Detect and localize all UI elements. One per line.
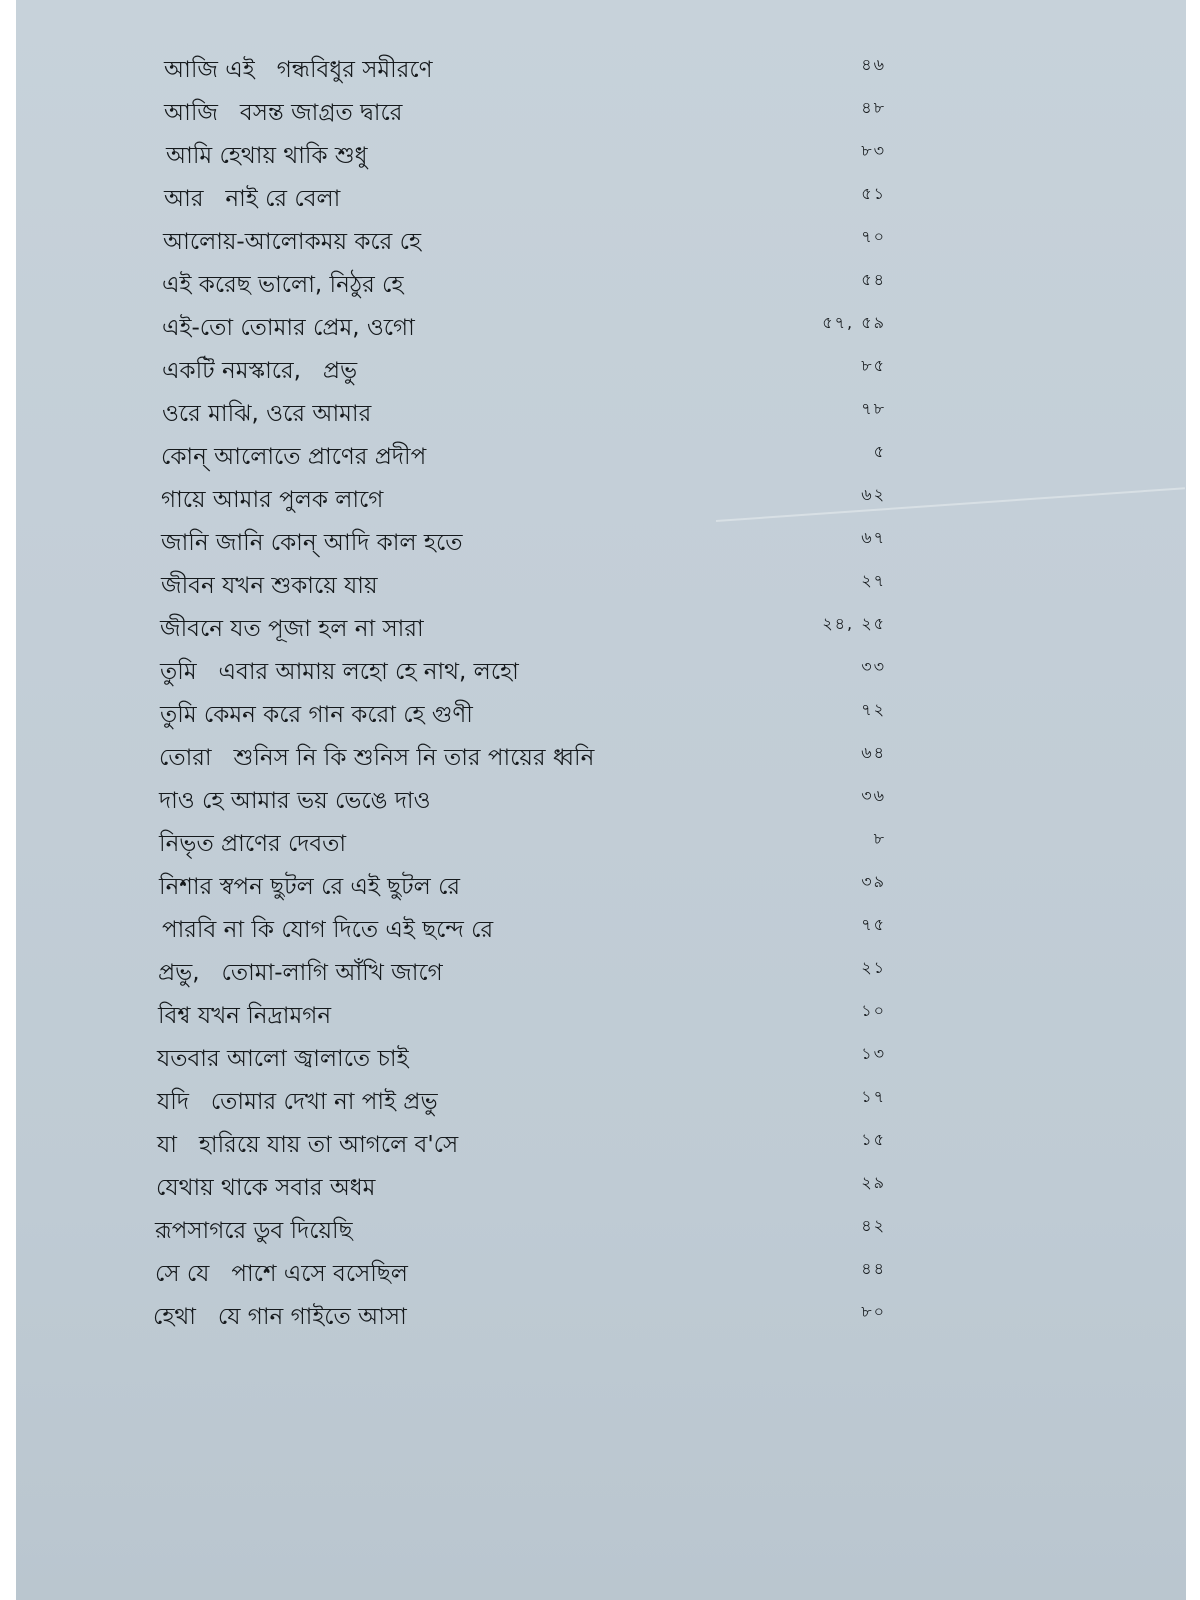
page-number: ৩৬ — [861, 786, 886, 805]
song-title: যা হারিয়ে যায় তা আগলে ব'সে — [157, 1132, 459, 1158]
right-margin — [1186, 0, 1200, 1600]
index-row — [16, 953, 1186, 993]
page-number: ৫৪ — [861, 270, 886, 289]
index-row — [16, 566, 1186, 606]
page-number: ৬৭ — [861, 528, 886, 547]
page-number: ৬৪ — [861, 743, 886, 762]
song-title: আর নাই রে বেলা — [164, 186, 341, 212]
index-row — [16, 1168, 1186, 1208]
song-title: কোন্ আলোতে প্রাণের প্রদীপ — [161, 444, 427, 470]
index-row — [16, 910, 1186, 950]
page-number: ২৪, ২৫ — [822, 614, 886, 633]
page-number: ৩৩ — [861, 657, 886, 676]
index-row — [16, 781, 1186, 821]
song-title: একটি নমস্কারে, প্রভু — [162, 358, 358, 384]
index-row — [16, 867, 1186, 907]
song-title: রূপসাগরে ডুব দিয়েছি — [155, 1218, 353, 1244]
index-row — [16, 1082, 1186, 1122]
song-title: বিশ্ব যখন নিদ্রামগন — [158, 1003, 332, 1029]
page-number: ৫১ — [861, 184, 886, 203]
page-number: ৭৮ — [861, 399, 886, 418]
index-row — [16, 738, 1186, 778]
song-index — [16, 0, 1186, 1600]
left-margin — [0, 0, 16, 1600]
song-title: হেথা যে গান গাইতে আসা — [153, 1304, 407, 1330]
page-number: ৭৫ — [861, 915, 886, 934]
page-number: ২১ — [861, 958, 886, 977]
page-number: ১০ — [861, 1001, 886, 1020]
index-row — [16, 609, 1186, 649]
index-row — [16, 652, 1186, 692]
page-number: ৫৭, ৫৯ — [822, 313, 886, 332]
index-row — [16, 437, 1186, 477]
song-title: ওরে মাঝি, ওরে আমার — [162, 401, 372, 427]
page-number: ৭০ — [861, 227, 886, 246]
song-title: তুমি এবার আমায় লহো হে নাথ, লহো — [160, 659, 519, 685]
page-number: ২৯ — [861, 1173, 886, 1192]
index-row — [16, 351, 1186, 391]
page-number: ১৫ — [861, 1130, 886, 1149]
index-row — [16, 996, 1186, 1036]
page-number: ১৭ — [861, 1087, 886, 1106]
index-row — [16, 1254, 1186, 1294]
index-row — [16, 523, 1186, 563]
song-title: আজি এই গন্ধবিধুর সমীরণে — [164, 57, 433, 83]
song-title: এই করেছ ভালো, নিঠুর হে — [162, 272, 404, 298]
page-number: ২৭ — [861, 571, 886, 590]
index-row — [16, 1039, 1186, 1079]
index-row — [16, 136, 1186, 176]
song-title: নিশার স্বপন ছুটল রে এই ছুটল রে — [159, 874, 461, 900]
song-title: তোরা শুনিস নি কি শুনিস নি তার পায়ের ধ্বনি — [159, 745, 595, 771]
page-number: ১৩ — [861, 1044, 886, 1063]
page-number: ৪৮ — [861, 98, 886, 117]
song-title: আমি হেথায় থাকি শুধু — [166, 143, 368, 169]
song-title: নিভৃত প্রাণের দেবতা — [159, 831, 347, 857]
song-title: এই-তো তোমার প্রেম, ওগো — [162, 315, 415, 341]
song-title: গায়ে আমার পুলক লাগে — [161, 487, 384, 513]
song-title: জীবনে যত পূজা হল না সারা — [160, 616, 424, 642]
book-page — [16, 0, 1186, 1600]
page-number: ৪৬ — [861, 55, 886, 74]
index-row — [16, 50, 1186, 90]
index-row — [16, 824, 1186, 864]
song-title: দাও হে আমার ভয় ভেঙে দাও — [159, 788, 431, 814]
index-row — [16, 265, 1186, 305]
index-row — [16, 222, 1186, 262]
page-number: ৮ — [873, 829, 886, 848]
page-number: ৭২ — [861, 700, 886, 719]
index-row — [16, 308, 1186, 348]
page-number: ৫ — [873, 442, 886, 461]
page-number: ৮০ — [861, 1302, 886, 1321]
song-title: আজি বসন্ত জাগ্রত দ্বারে — [164, 100, 403, 126]
song-title: জানি জানি কোন্ আদি কাল হতে — [161, 530, 463, 556]
index-row — [16, 695, 1186, 735]
song-title: যেথায় থাকে সবার অধম — [156, 1175, 376, 1201]
song-title: যদি তোমার দেখা না পাই প্রভু — [157, 1089, 438, 1115]
song-title: যতবার আলো জ্বালাতে চাই — [157, 1046, 409, 1072]
page-number: ৪৪ — [861, 1259, 886, 1278]
song-title: তুমি কেমন করে গান করো হে গুণী — [160, 702, 473, 728]
index-row — [16, 1297, 1186, 1337]
index-row — [16, 1211, 1186, 1251]
page-number: ৬২ — [861, 485, 886, 504]
song-title: প্রভু, তোমা-লাগি আঁখি জাগে — [158, 960, 443, 986]
page-number: ৩৯ — [861, 872, 886, 891]
song-title: সে যে পাশে এসে বসেছিল — [155, 1261, 408, 1287]
page-number: ৮৩ — [861, 141, 886, 160]
index-row — [16, 480, 1186, 520]
index-row — [16, 93, 1186, 133]
song-title: আলোয়-আলোকময় করে হে — [163, 229, 422, 255]
page-number: ৪২ — [861, 1216, 886, 1235]
index-row — [16, 1125, 1186, 1165]
index-row — [16, 394, 1186, 434]
song-title: পারবি না কি যোগ দিতে এই ছন্দে রে — [162, 917, 494, 943]
song-title: জীবন যখন শুকায়ে যায় — [161, 573, 378, 599]
page-number: ৮৫ — [861, 356, 886, 375]
index-row — [16, 179, 1186, 219]
